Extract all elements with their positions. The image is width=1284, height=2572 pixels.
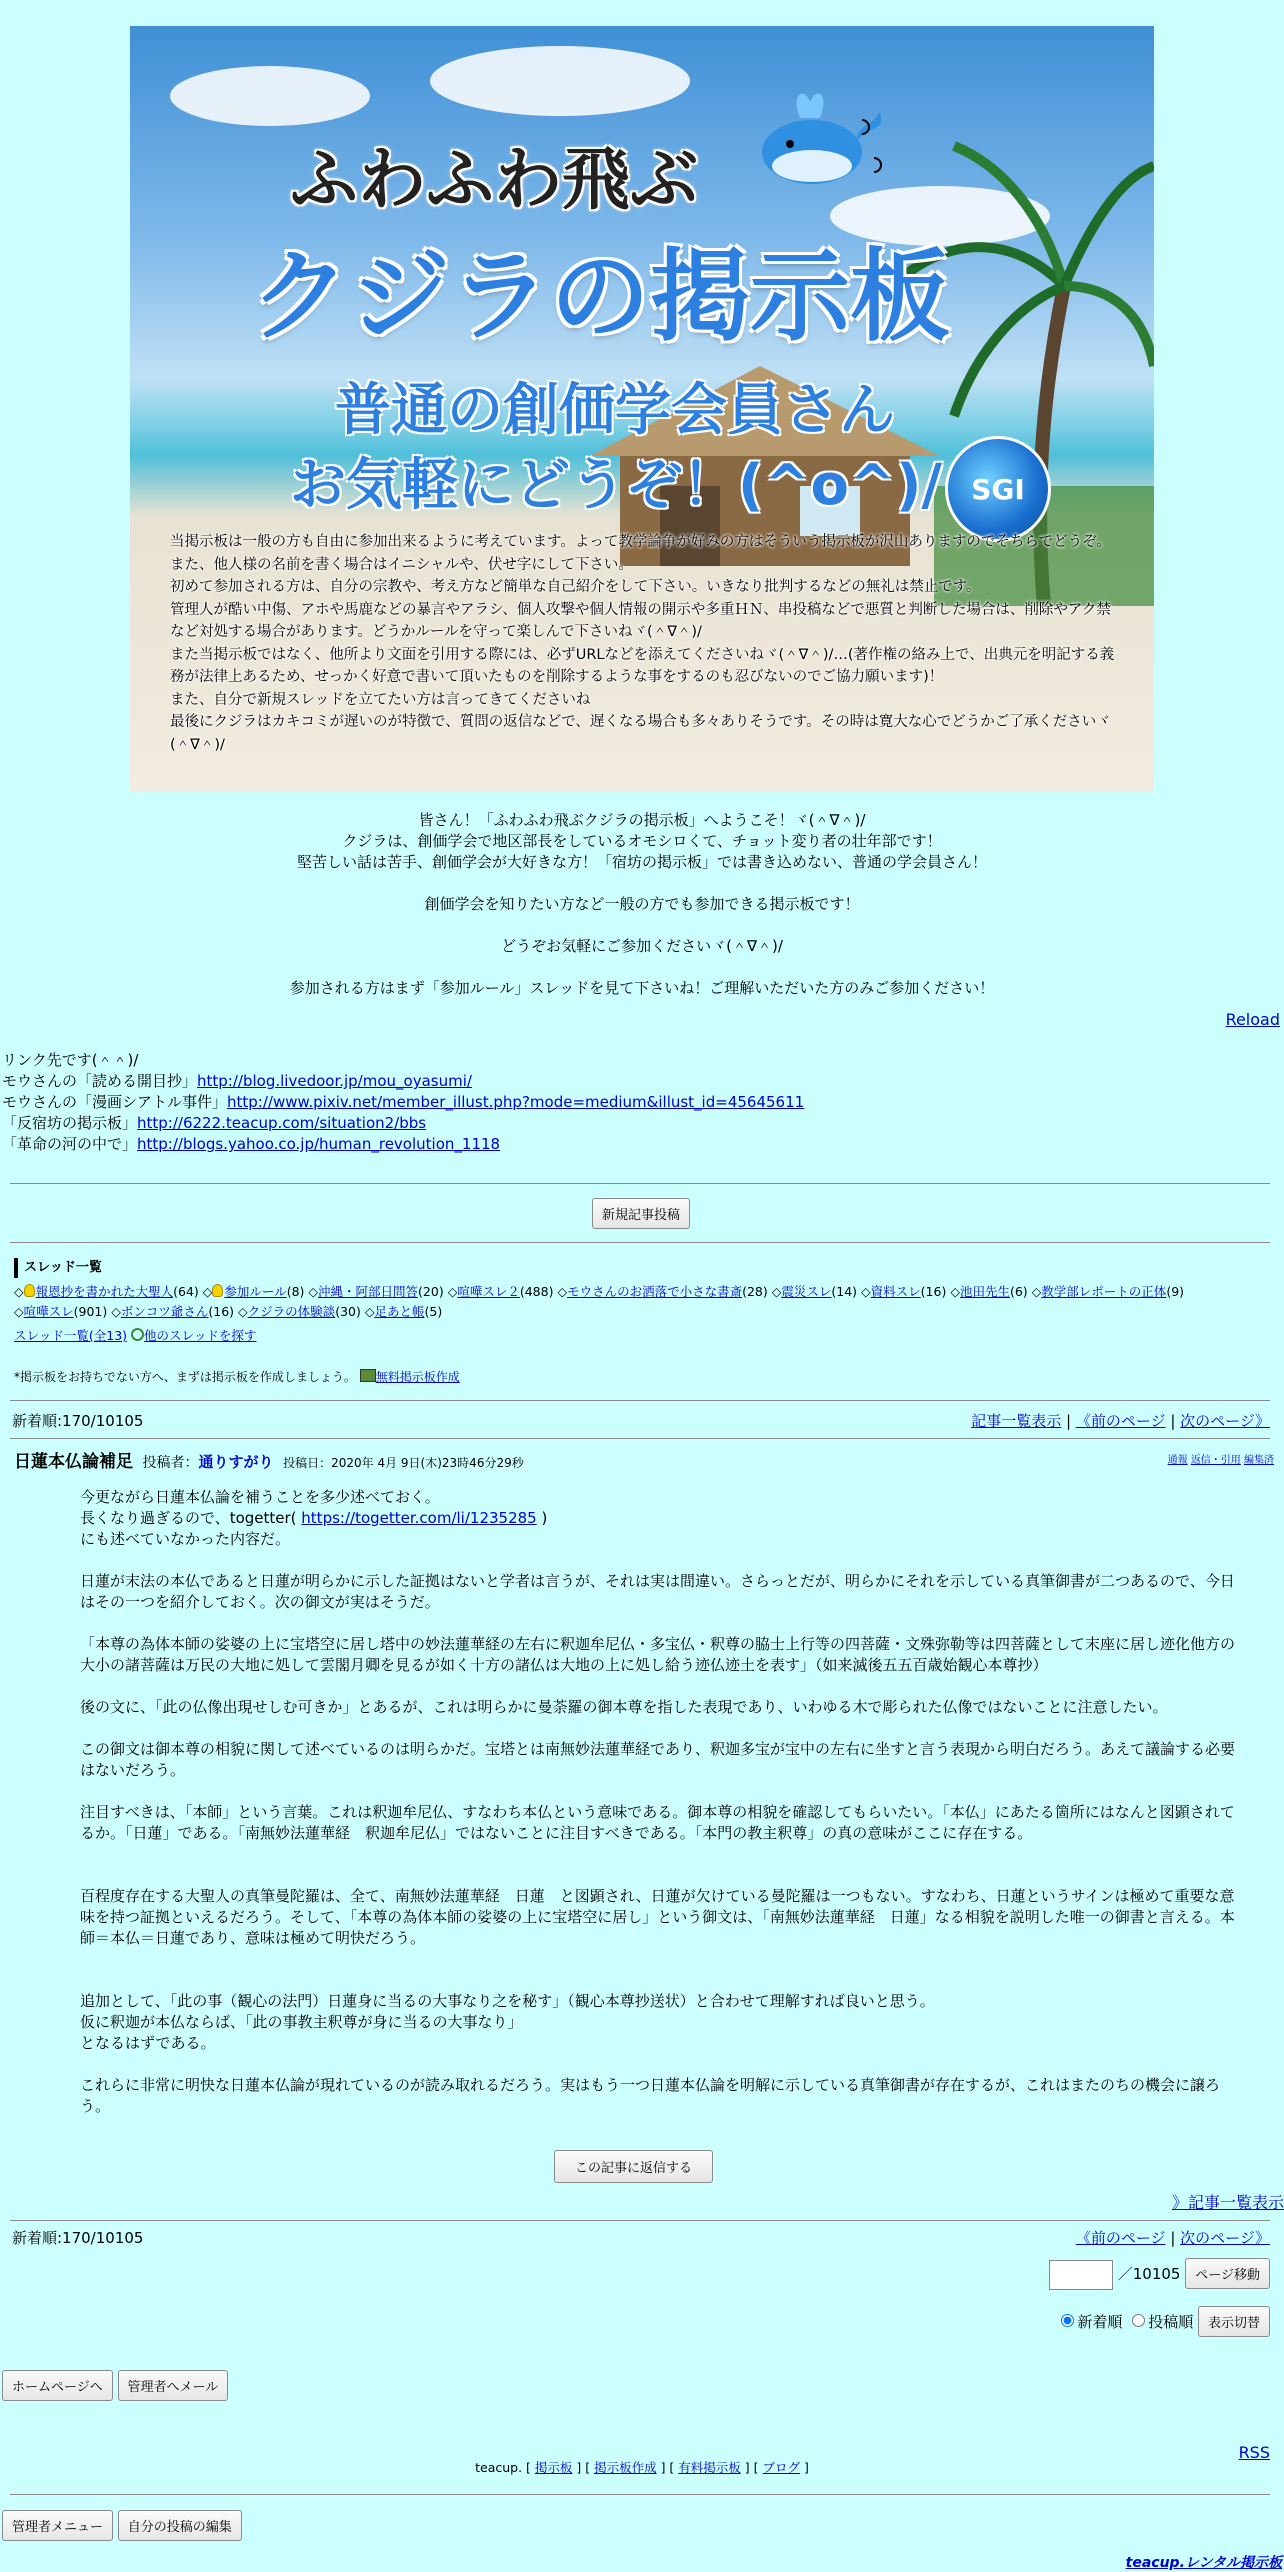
thread-link[interactable]: ボンコツ爺さん: [120, 1304, 209, 1319]
divider: [10, 1400, 1270, 1401]
thread-link[interactable]: 足あと帳: [374, 1304, 425, 1319]
external-link[interactable]: http://www.pixiv.net/member_illust.php?mode=medium&illust_id=45645611: [227, 1093, 805, 1111]
thread-count: (488): [519, 1284, 554, 1299]
edit-own-posts-button[interactable]: 自分の投稿の編集: [118, 2510, 242, 2541]
thread-count: (16): [208, 1304, 235, 1319]
post-list-link[interactable]: 記事一覧表示: [971, 1412, 1062, 1430]
sort-new-radio[interactable]: [1061, 2314, 1074, 2327]
nav-separator: |: [1061, 1412, 1076, 1430]
rule-line: 初めて参加される方は、自分の宗教や、考え方など簡単な自己紹介をして下さい。いきなり批判するなどの無礼は禁止です。: [170, 579, 981, 595]
next-page-link[interactable]: 次のページ》: [1180, 1412, 1270, 1430]
footer-link-paid[interactable]: 有料掲示板: [678, 2460, 741, 2475]
thread-item: ◇沖縄・阿部日問答(20): [308, 1284, 444, 1299]
page-nav-bottom: [1076, 2227, 1270, 2248]
link-prefix: モウさんの「読める開目抄」: [2, 1072, 198, 1090]
sort-post-label: 投稿順: [1148, 2313, 1194, 2331]
next-page-link[interactable]: 次のページ》: [1180, 2229, 1270, 2247]
post-line: 仮に釈迦が本仏ならば、「此の事教主釈尊が身に当るの大事なり」: [80, 2013, 523, 2031]
post-paragraph: 「本尊の為体本師の娑婆の上に宝塔空に居し塔中の妙法蓮華経の左右に釈迦牟尼仏・多宝仏・釈尊の脇士上行等の四菩薩・文殊弥勒等は四菩薩として末座に居し迹化他方の大小の諸菩薩は万民の大地に処して雲閣月卿を見るが如く十方の諸仏は大地の上に処し給う迹仏迹土を表す」（如来滅後五五百歳始観心本尊抄）: [80, 1635, 1236, 1674]
external-link[interactable]: http://6222.teacup.com/situation2/bbs: [137, 1114, 427, 1132]
togetter-link[interactable]: https://togetter.com/li/1235285: [301, 1509, 537, 1527]
footer-suffix: ]: [800, 2460, 809, 2475]
post-paragraph: 百程度存在する大聖人の真筆曼陀羅は、全て、南無妙法蓮華経 日蓮 と図顕され、日蓮が欠けている曼陀羅は一つもない。すなわち、日蓮というサインは極めて重要な意味を持つ証拠といえるだろう。そして、「本尊の為体本師の娑婆の上に宝塔空に居し」という御文は、「南無妙法蓮華経 日蓮」なる相貌を説明した唯一の御書と言える。本師＝本仏＝日蓮であり、意味は極めて明快だろう。: [80, 1887, 1235, 1947]
thread-link[interactable]: 報恩抄を書かれた大聖人: [35, 1284, 174, 1299]
divider: [10, 1242, 1270, 1243]
thread-item: ◇モウさんのお洒落で小さな書斎(28): [557, 1284, 768, 1299]
post-paragraph: この御文は御本尊の相貌に関して述べているのは明らかだ。宝塔とは南無妙法蓮華経であり、釈迦多宝が宝中の左右に坐すと言う表現から明白だろう。あえて議論する必要はないだろう。: [80, 1740, 1236, 1779]
whale-icon: [750, 82, 890, 192]
footer-link-blog[interactable]: ブログ: [762, 2460, 801, 2475]
admin-menu-button[interactable]: 管理者メニュー: [2, 2510, 113, 2541]
intro-line: どうぞお気軽にご参加くださいヾ(＾∇＾)/: [501, 937, 783, 955]
new-post-button[interactable]: 新規記事投稿: [592, 1198, 690, 1229]
mail-admin-button[interactable]: 管理者へメール: [118, 2370, 229, 2401]
link-item: [2, 1113, 804, 1134]
intro-line: 堅苦しい話は苦手、創価学会が大好きな方！「宿坊の掲示板」では書き込めない、普通の学会員さん！: [296, 853, 987, 871]
divider: [10, 2220, 1270, 2221]
post-paragraph: 後の文に、「此の仏像出現せしむ可きか」とあるが、これは明らかに曼荼羅の御本尊を指した表現であり、いわゆる木で彫られた仏像ではないことに注意したい。: [80, 1698, 1168, 1716]
link-item: [2, 1134, 804, 1155]
rule-line: また、自分で新規スレッドを立てたい方は言ってきてくださいね: [170, 691, 591, 708]
homepage-button[interactable]: ホームページへ: [2, 2370, 113, 2401]
footer-link-board[interactable]: 掲示板: [534, 2460, 573, 2475]
link-list: [2, 1050, 804, 1155]
thread-link[interactable]: モウさんのお洒落で小さな書斎: [567, 1284, 743, 1299]
reload-link[interactable]: Reload: [1225, 1010, 1280, 1029]
thread-item: ◇ボンコツ爺さん(16): [111, 1304, 235, 1319]
link-item: [2, 1092, 804, 1113]
footer-sep: ] [: [740, 2460, 763, 2475]
thread-link[interactable]: 池田先生: [959, 1284, 1010, 1299]
rss-link[interactable]: RSS: [1238, 2443, 1270, 2462]
thread-list: [14, 1258, 1274, 1346]
thread-link[interactable]: 震災スレ: [781, 1284, 832, 1299]
create-board-link[interactable]: 無料掲示板作成: [375, 1370, 460, 1384]
thread-count: (5): [424, 1304, 443, 1319]
display-toggle-button[interactable]: 表示切替: [1198, 2306, 1270, 2337]
rule-line: また、他人様の名前を書く場合はイニシャルや、伏せ字にして下さい。: [170, 556, 633, 573]
link-list-heading: リンク先です(＾＾)/: [2, 1051, 139, 1069]
link-prefix: 「反宿坊の掲示板」: [2, 1114, 138, 1132]
post-paragraph: これらに非常に明快な日蓮本仏論が現れているのが読み取れるだろう。実はもう一つ日蓮本仏論を明解に示している真筆御書が存在するが、これはまたのちの機会に譲ろう。: [80, 2076, 1221, 2115]
board-icon: [360, 1369, 376, 1382]
intro-text: [0, 810, 1284, 1020]
post-date: 投稿日：2020年 4月 9日(木)23時46分29秒: [283, 1456, 524, 1470]
reply-quote-link[interactable]: 返信・引用: [1190, 1455, 1241, 1466]
search-threads-link[interactable]: 他のスレッドを探す: [144, 1328, 257, 1343]
page-total: ／10105: [1117, 2265, 1181, 2283]
post-line: 長くなり過ぎるので、togetter(: [80, 1509, 302, 1527]
post-line: 今更ながら日蓮本仏論を補うことを多少述べておく。: [80, 1488, 440, 1506]
thread-item: ◇池田先生(6): [950, 1284, 1028, 1299]
footer-prefix: teacup. [: [475, 2460, 535, 2475]
post-title: 日蓮本仏論補足: [14, 1452, 133, 1472]
post: [14, 1447, 1274, 2115]
intro-line: クジラは、創価学会で地区部長をしているオモシロくて、チョット変り者の壮年部です！: [342, 832, 942, 850]
banner-title-line1: ふわふわ飛ぶ: [290, 141, 699, 220]
post-count-status: 新着順:170/10105: [12, 1412, 144, 1430]
link-prefix: モウさんの「漫画シアトル事件」: [2, 1093, 228, 1111]
thread-count: (64): [173, 1284, 199, 1299]
thread-link[interactable]: 参加ルール: [224, 1284, 287, 1299]
thread-count: (8): [286, 1284, 305, 1299]
thread-item: ◇ 報恩抄を書かれた大聖人(64): [14, 1284, 199, 1299]
divider: [10, 1438, 1270, 1439]
post-line: となるはずである。: [80, 2034, 216, 2052]
thread-count: (28): [742, 1284, 768, 1299]
divider: [10, 1183, 1270, 1184]
prev-page-link[interactable]: 《前のページ: [1075, 1412, 1166, 1430]
banner-subtitle-line1: 普通の創価学会員さん: [335, 378, 895, 443]
thread-item: ◇クジラの体験談(30): [238, 1304, 361, 1319]
sgi-label: SGI: [971, 472, 1025, 506]
page-nav-top: [971, 1410, 1270, 1431]
post-line: にも述べていなかった内容だ。: [80, 1530, 291, 1548]
intro-line: 皆さん！「ふわふわ飛ぶクジラの掲示板」へようこそ！ヾ(＾∇＾)/: [418, 811, 866, 829]
intro-line: 創価学会を知りたい方など一般の方でも参加できる掲示板です！: [424, 895, 860, 913]
post-header: [14, 1447, 1274, 1472]
bulb-icon: [24, 1284, 35, 1297]
post-author: 通りすがり: [198, 1453, 274, 1471]
edited-link[interactable]: 編集済: [1244, 1455, 1274, 1466]
home-buttons: [2, 2370, 228, 2401]
post-body: [80, 1487, 1246, 2138]
post-line: ): [536, 1509, 548, 1527]
page-jump: [1049, 2258, 1270, 2290]
thread-item: ◇足あと帳(5): [364, 1304, 443, 1319]
post-tools: [1168, 1451, 1274, 1466]
thread-item: ◇教学部レポートの正体(9): [1031, 1284, 1185, 1299]
banner-rules: [170, 531, 1120, 756]
thread-link[interactable]: 沖縄・阿部日問答: [318, 1284, 419, 1299]
link-item: [2, 1071, 804, 1092]
rule-line: 最後にクジラはカキコミが遅いのが特徴で、質問の返信などで、遅くなる場合も多々ありそうです。その時は寛大な心でどうかご了承くださいヾ(＾∇＾)/: [170, 714, 1111, 753]
nav-separator: |: [1165, 1412, 1181, 1430]
thread-count: (6): [1009, 1284, 1028, 1299]
post-line: 追加として、「此の事（観心の法門）日蓮身に当るの大事なり之を秘す」（観心本尊抄送状）と合わせて理解すれば良いと思う。: [80, 1992, 935, 2010]
post-count-status: 新着順:170/10105: [12, 2229, 144, 2247]
thread-item: ◇ 参加ルール(8): [202, 1284, 305, 1299]
magnifier-icon: [131, 1328, 144, 1341]
thread-list-footer: [14, 1326, 1274, 1346]
thread-link[interactable]: 喧嘩スレ２: [457, 1284, 520, 1299]
thread-link[interactable]: クジラの体験談: [247, 1304, 336, 1319]
thread-count: (16): [920, 1284, 947, 1299]
rule-line: 管理人が酷い中傷、アホや馬鹿などの暴言やアラシ、個人攻撃や個人情報の開示や多重ＨＮ、串投稿などで悪質と判断した場合は、削除やアク禁など対処する場合があります。どうかルールを守って楽しんで下さいねヾ(＾∇＾)/: [170, 601, 1111, 640]
external-link[interactable]: http://blog.livedoor.jp/mou_oyasumi/: [197, 1072, 472, 1090]
page-number-input[interactable]: [1049, 2260, 1113, 2290]
all-threads-link[interactable]: スレッド一覧(全13): [14, 1328, 128, 1343]
sort-new-label: 新着順: [1077, 2313, 1123, 2331]
notice-text: *掲示板をお持ちでない方へ、まずは掲示板を作成しましょう。: [14, 1370, 356, 1384]
divider: [10, 2494, 1270, 2495]
teacup-brand-link[interactable]: teacup.レンタル掲示板: [1125, 2555, 1282, 2571]
thread-link[interactable]: 資料スレ: [870, 1284, 921, 1299]
page-move-button[interactable]: ページ移動: [1185, 2258, 1270, 2289]
prev-page-link[interactable]: 《前のページ: [1075, 2229, 1166, 2247]
thread-count: (901): [73, 1304, 108, 1319]
post-paragraph: 日蓮が末法の本仏であると日蓮が明らかに示した証拠はないと学者は言うが、それは実は間違い。さらっとだが、明らかにそれを示している真筆御書が二つあるので、今日はその一つを紹介しておく。次の御文が実はそうだ。: [80, 1572, 1235, 1611]
footer-sep: ] [: [656, 2460, 679, 2475]
rule-line: また当掲示板ではなく、他所より文面を引用する際には、必ずURLなどを添えてくださいねヾ(＾∇＾)/…(著作権の絡み上で、出典元を明記する義務が法律上あるため、せっかく好意で書いて頂いたものを削除するような事をするのも忍びないのでご協力願います)！: [170, 646, 1115, 685]
thread-items: [14, 1282, 1274, 1322]
thread-count: (30): [335, 1304, 361, 1319]
sort-options: [1056, 2306, 1270, 2337]
thread-count: (9): [1166, 1284, 1185, 1299]
link-prefix: 「革命の河の中で」: [2, 1135, 138, 1153]
author-label: 投稿者：: [142, 1455, 199, 1471]
thread-count: (20): [418, 1284, 444, 1299]
reply-button[interactable]: この記事に返信する: [554, 2150, 713, 2183]
thread-item: ◇喧嘩スレ２(488): [447, 1284, 554, 1299]
admin-buttons: [2, 2510, 242, 2541]
banner-title-line2: クジラの掲示板: [250, 238, 950, 355]
back-to-list-link[interactable]: 》記事一覧表示: [1171, 2193, 1284, 2212]
nav-separator: |: [1165, 2229, 1181, 2247]
header-banner: [130, 26, 1154, 792]
external-link[interactable]: http://blogs.yahoo.co.jp/human_revolution_1118: [137, 1135, 501, 1153]
bulb-icon: [212, 1284, 223, 1297]
report-link[interactable]: 通報: [1167, 1455, 1188, 1466]
footer-link-create[interactable]: 掲示板作成: [594, 2460, 657, 2475]
rule-line: 当掲示板は一般の方も自由に参加出来るように考えています。よって教学論争が好みの方はそういう掲示板が沢山ありますのでそちらでどうぞ。: [170, 534, 1111, 550]
sort-post-radio[interactable]: [1132, 2314, 1145, 2327]
banner-subtitle-line2: お気軽にどうぞ！(^o^)/: [290, 453, 942, 518]
notice: [14, 1368, 460, 1385]
sgi-globe-icon: [945, 436, 1051, 542]
thread-item: ◇震災スレ(14): [771, 1284, 858, 1299]
cloud-shape: [170, 66, 370, 126]
thread-item: ◇資料スレ(16): [861, 1284, 947, 1299]
thread-list-heading: スレッド一覧: [14, 1258, 1274, 1278]
teacup-footer-links: [0, 2458, 1284, 2476]
thread-link[interactable]: 教学部レポートの正体: [1041, 1284, 1167, 1299]
cloud-shape: [430, 46, 690, 116]
thread-count: (14): [831, 1284, 858, 1299]
thread-item: ◇喧嘩スレ(901): [14, 1304, 108, 1319]
post-paragraph: 注目すべきは、「本師」という言葉。これは釈迦牟尼仏、すなわち本仏という意味である。御本尊の相貌を確認してもらいたい。「本仏」にあたる箇所にはなんと図顕されてるか。「日蓮」である。「南無妙法蓮華経 釈迦牟尼仏」ではないことに注目すべきである。「本門の教主釈尊」の真の意味がここに存在する。: [80, 1803, 1235, 1842]
footer-sep: ] [: [572, 2460, 595, 2475]
thread-link[interactable]: 喧嘩スレ: [23, 1304, 74, 1319]
intro-line: 参加される方はまず「参加ルール」スレッドを見て下さいね！ご理解いただいた方のみご参加ください！: [289, 979, 995, 997]
